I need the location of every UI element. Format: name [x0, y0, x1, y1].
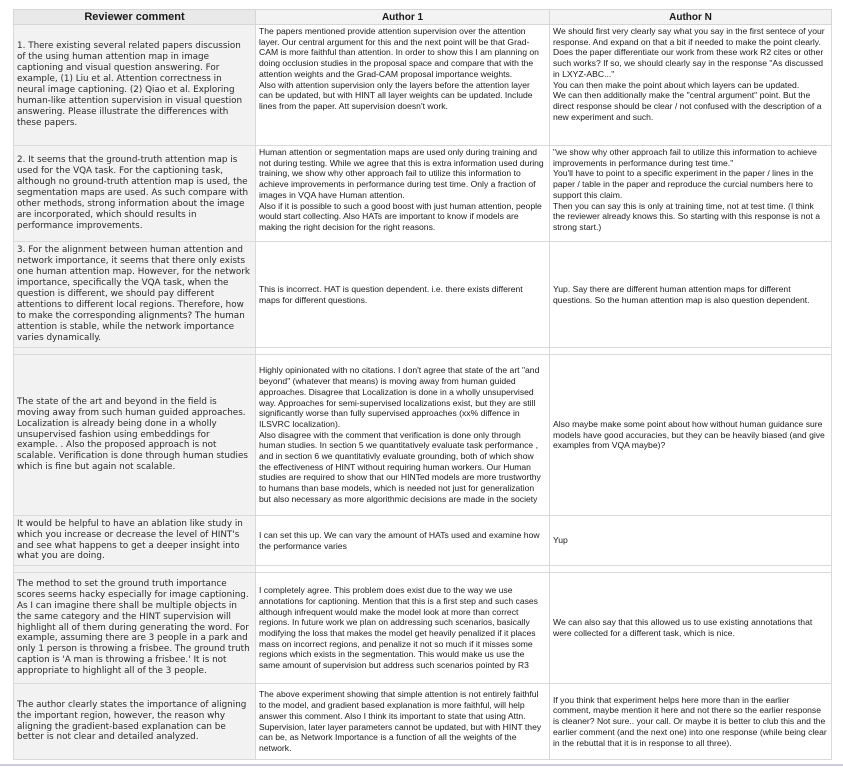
empty-row	[14, 348, 832, 355]
reviewer-comment-cell[interactable]: The author clearly states the importance of aligning the important region, however, the reason why aligning the gradient-based explanation can be better is not clear and detailed analyzed.	[14, 684, 256, 760]
empty-cell[interactable]	[256, 566, 550, 573]
author-1-response-cell[interactable]: This is incorrect. HAT is question dependent. i.e. there exists different maps for different questions.	[256, 242, 550, 348]
reviewer-comment-cell[interactable]: 1. There existing several related papers discussion of the using human attention map in image captioning and visual question answering. For example, (1) Liu et al. Attention correctness in neural image captioning. (2) Qiao et al. Exploring human-like attention supervision in visual question answering. Please illustrate the differences with these papers.	[14, 25, 256, 146]
author-1-response-cell[interactable]: The papers mentioned provide attention supervision over the attention layer. Our central argument for this and the next point will be that Grad-CAM is more faithful than attention. In order to show this I am planning on doing occlusion studies in the proposal space and compare that with the attention weights and the Grad-CAM proposal importance weights. Also with attention supervision only the layers before the attention layer can be updated, but with HINT all layer weights can be updated. Include lines from the paper. Att supervision doesn't work.	[256, 25, 550, 146]
window-bottom-border	[0, 764, 843, 766]
empty-cell[interactable]	[550, 348, 832, 355]
header-author-n[interactable]: Author N	[550, 10, 832, 25]
reviewer-comment-cell[interactable]: The method to set the ground truth importance scores seems hacky especially for image captioning. As I can imagine there shall be multiple objects in the same category and the HINT supervision will highlight all of them during generating the word. For example, assuming there are 3 people in a park and only 1 person is throwing a frisbee. The ground truth caption is 'A man is throwing a frisbee.' It is not appropriate to highlight all of the 3 people.	[14, 573, 256, 684]
comment-row	[14, 355, 832, 516]
empty-cell[interactable]	[14, 348, 256, 355]
author-1-response-cell[interactable]: I can set this up. We can vary the amount of HATs used and examine how the performance varies	[256, 516, 550, 566]
author-n-response-cell[interactable]: "we show why other approach fail to utilize this information to achieve improvements in performance during test time." You'll have to point to a specific experiment in the paper / lines in the paper / table in the paper and reproduce the curcial numbers here to support this claim. Then you can say this is only at training time, not at test time. (I think the reviewer already knows this. So starting with this response is not a strong start.)	[550, 146, 832, 242]
comment-row	[14, 25, 832, 146]
comment-row	[14, 684, 832, 760]
reviewer-comment-cell[interactable]: 3. For the alignment between human attention and network importance, it seems that there only exists one human attention map. However, for the network importance, specifically the VQA task, when the question is different, we should pay different attentions to different local regions. Therefore, how to make the corresponding alignments? The human attention is stable, while the network importance varies dynamically.	[14, 242, 256, 348]
author-1-response-cell[interactable]: Human attention or segmentation maps are used only during training and not during testing. While we agree that this is extra information used during training, we show why other approach fail to utilize this information to achieve improvements in performance during test time. Only a fraction of images in VQA have Human attention. Also if it is possible to such a good boost with just human attention, people would start collecting. Also HATs are important to know if models are making the right decision for the right reasons.	[256, 146, 550, 242]
reviewer-comment-cell[interactable]: It would be helpful to have an ablation like study in which you increase or decrease the level of HINT's and see what happens to get a deeper insight into what you are doing.	[14, 516, 256, 566]
author-1-response-cell[interactable]: Highly opinionated with no citations. I don't agree that state of the art "and beyond" (whatever that means) is moving away from human guided approaches. Disagree that Localization is done in a wholly unsupervised way. Approaches for semi-supervised localizations exist, but they are still significantly worse than fully supervised approaches (xx% diffence in ILSVRC localization). Also disagree with the comment that verification is done only through human studies. In section 5 we quantitatively evaluate task performance , and in section 6 we quantitativly evaluate grounding, both of which show the effectiveness of HINT without requiring human workers. Our Human studies are required to show that our HINTed models are more trustworthy to humans than base models, which is needed not just for generalization but also necessary as more algorithmic decisions are made in the society	[256, 355, 550, 516]
empty-row	[14, 566, 832, 573]
header-reviewer-comment[interactable]: Reviewer comment	[14, 10, 256, 25]
review-response-table	[13, 9, 832, 760]
reviewer-comment-cell[interactable]: 2. It seems that the ground-truth attention map is used for the VQA task. For the captioning task, although no ground-truth attention map is used, the segmentation maps are used. As such compare with other methods, strong information about the image are incorporated, which should results in performance improvements.	[14, 146, 256, 242]
author-1-response-cell[interactable]: I completely agree. This problem does exist due to the way we use annotations for captioning. Mention that this is a first step and such cases although infrequent would make the model look at more than correct regions. In future work we plan on addressing such scenarios, basically modifying the loss that makes the model get heavily penalized if it places mass on incorrect regions, and penalize it not so much if it misses some regions which exists in the segmentation. This would make us use the same amount of supervision but address such scenarios pointed by R3	[256, 573, 550, 684]
header-author-1[interactable]: Author 1	[256, 10, 550, 25]
author-n-response-cell[interactable]: Also maybe make some point about how without human guidance sure models have good accuracies, but they can be heavily biased (and give examples from VQA maybe)?	[550, 355, 832, 516]
header-row	[14, 10, 832, 25]
author-n-response-cell[interactable]: Yup. Say there are different human attention maps for different questions. So the human attention map is also question dependent.	[550, 242, 832, 348]
comment-row	[14, 146, 832, 242]
empty-cell[interactable]	[14, 566, 256, 573]
author-1-response-cell[interactable]: The above experiment showing that simple attention is not entirely faithful to the model, and gradient based explanation is more faithful, will help answer this comment. Also I think its important to state that using Attn. Supervision, later layer parameters cannot be updated, but with HINT they can be, as Network Importance is a function of all the weights of the network.	[256, 684, 550, 760]
comment-row	[14, 242, 832, 348]
author-n-response-cell[interactable]: We should first very clearly say what you say in the first sentece of your response. And expand on that a bit if needed to make the point clearly. Does the paper differentiate our work from these work R2 cites or other such works? If so, we should clearly say in the response "As discussed in LXYZ-ABC..." You can then make the point about which layers can be updated. We can then additionally make the "central argument" point. But the direct response should be clear / not confused with the description of a new experiment and such.	[550, 25, 832, 146]
author-n-response-cell[interactable]: Yup	[550, 516, 832, 566]
author-n-response-cell[interactable]: We can also say that this allowed us to use existing annotations that were collected for a different task, which is nice.	[550, 573, 832, 684]
author-n-response-cell[interactable]: If you think that experiment helps here more than in the earlier comment, maybe mention it here and not there so the earlier response is cleaner? Not sure.. your call. Or maybe it is better to club this and the earlier comment (and the next one) into one response (while being clear in the rebuttal that it is in response to all three).	[550, 684, 832, 760]
reviewer-comment-cell[interactable]: The state of the art and beyond in the field is moving away from such human guided approaches. Localization is already being done in a wholly unsupervised fashion using embeddings for example. . Also the proposed approach is not scalable. Verification is done through human studies which is fine but again not scalable.	[14, 355, 256, 516]
empty-cell[interactable]	[256, 348, 550, 355]
comment-row	[14, 573, 832, 684]
empty-cell[interactable]	[550, 566, 832, 573]
comment-row	[14, 516, 832, 566]
